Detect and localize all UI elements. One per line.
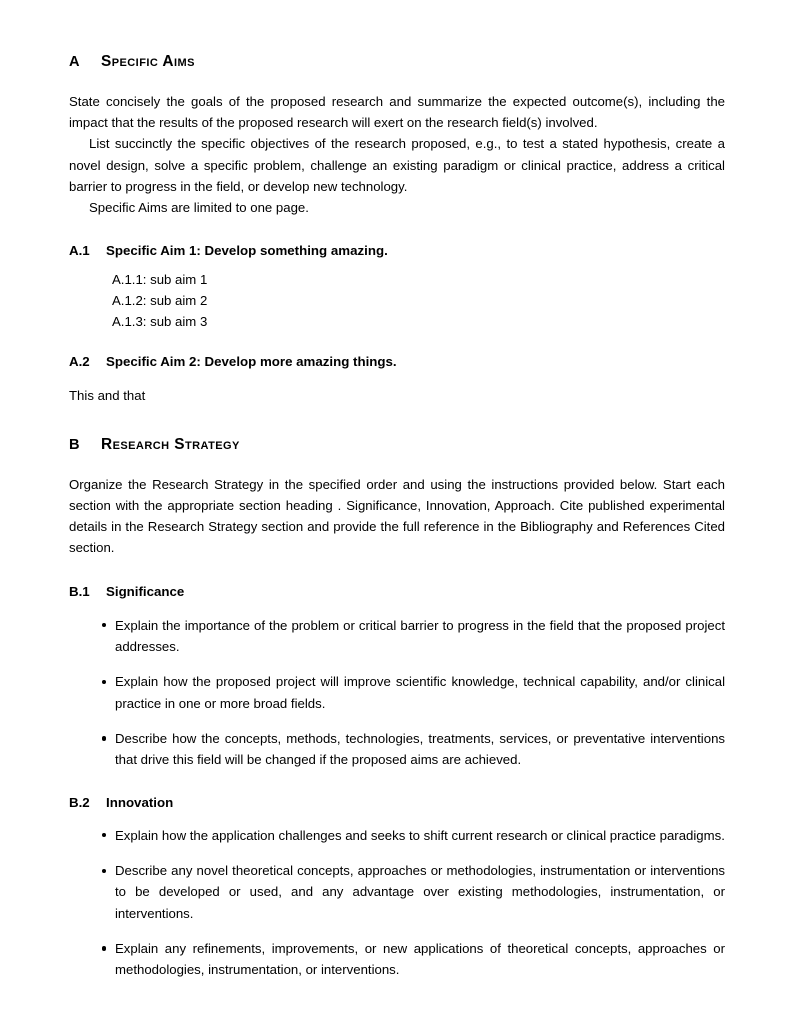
bullet-list-b2 — [69, 825, 725, 981]
bullet-icon — [102, 680, 106, 684]
paragraph-a-2: Specific Aims are limited to one page. — [89, 199, 309, 215]
section-number-b: B — [69, 436, 80, 453]
list-item — [69, 938, 725, 981]
bullet-icon — [102, 946, 106, 950]
list-item — [69, 825, 725, 846]
section-heading-a — [69, 54, 725, 71]
list-item — [69, 860, 725, 924]
bullet-list-b1 — [69, 615, 725, 771]
section-number-a: A — [69, 54, 80, 70]
list-item-text: Explain the importance of the problem or critical barrier to progress in the field that the proposed project addresses. — [115, 617, 725, 655]
list-item-text: Explain how the application challenges and seeks to shift current research or clinical practice paradigms. — [115, 827, 725, 843]
subsection-number-a2: A.2 — [69, 354, 90, 370]
subsection-number-b1: B.1 — [69, 584, 90, 600]
subsection-number-a1: A.1 — [69, 243, 90, 259]
subsection-title-a2: Specific Aim 2: Develop more amazing things. — [106, 354, 397, 370]
subsection-heading-a2 — [69, 354, 725, 369]
subaim-item: A.1.1: sub aim 1 — [112, 272, 208, 288]
subsection-number-b2: B.2 — [69, 794, 90, 810]
list-item-text: Explain how the proposed project will improve scientific knowledge, technical capability, and/or clinical practice in one or more broad fields. — [115, 674, 725, 711]
list-item — [69, 615, 725, 658]
subsection-title-b1: Significance — [106, 584, 185, 600]
subaim-item: A.1.3: sub aim 3 — [112, 313, 208, 329]
subaim-item: A.1.2: sub aim 2 — [112, 293, 208, 309]
subsection-title-a1: Specific Aim 1: Develop something amazing. — [106, 243, 388, 259]
section-title-b: Research Strategy — [101, 435, 240, 453]
section-title-a: Specific Aims — [101, 53, 195, 70]
list-item — [69, 728, 725, 771]
paragraph-a-0: State concisely the goals of the proposed research and summarize the expected outcome(s), including the impact that the results of the proposed research will exert on the research field(s) involved. — [69, 93, 725, 131]
paragraph-a2-body: This and that — [69, 387, 146, 403]
subsection-heading-b1 — [69, 584, 725, 599]
subsection-title-b2: Innovation — [106, 794, 174, 810]
subaim-list-a1 — [69, 270, 725, 332]
subsection-heading-b2 — [69, 795, 725, 810]
section-heading-b — [69, 437, 725, 454]
bullet-icon — [102, 869, 106, 873]
page-content — [69, 0, 725, 981]
bullet-icon — [102, 736, 106, 740]
paragraph-b-0: Organize the Research Strategy in the specified order and using the instructions provided below. Start each section with the appropriate section heading . Significance, Innovation, Approach. Cite published experimental details in the Research Strategy section and provide the full reference in the Bibliography and References Cited section. — [69, 476, 725, 556]
list-item-text: Explain any refinements, improvements, or new applications of theoretical concepts, approaches or methodologies, instrumentation, or interventions. — [115, 940, 725, 978]
paragraph-a-1: List succinctly the specific objectives of the research proposed, e.g., to test a stated hypothesis, create a novel design, solve a specific problem, challenge an existing paradigm or clinical practice, address a critical barrier to progress in the field, or develop new technology. — [69, 136, 725, 194]
list-item-text: Describe any novel theoretical concepts, approaches or methodologies, instrumentation or interventions to be developed or used, and any advantage over existing methodologies, instrumentation, or interventions. — [115, 863, 725, 921]
bullet-icon — [102, 833, 106, 837]
list-item-text: Describe how the concepts, methods, technologies, treatments, services, or preventative interventions that drive this field will be changed if the proposed aims are achieved. — [115, 730, 725, 768]
bullet-icon — [102, 623, 106, 627]
list-item — [69, 671, 725, 714]
subsection-heading-a1 — [69, 243, 725, 258]
